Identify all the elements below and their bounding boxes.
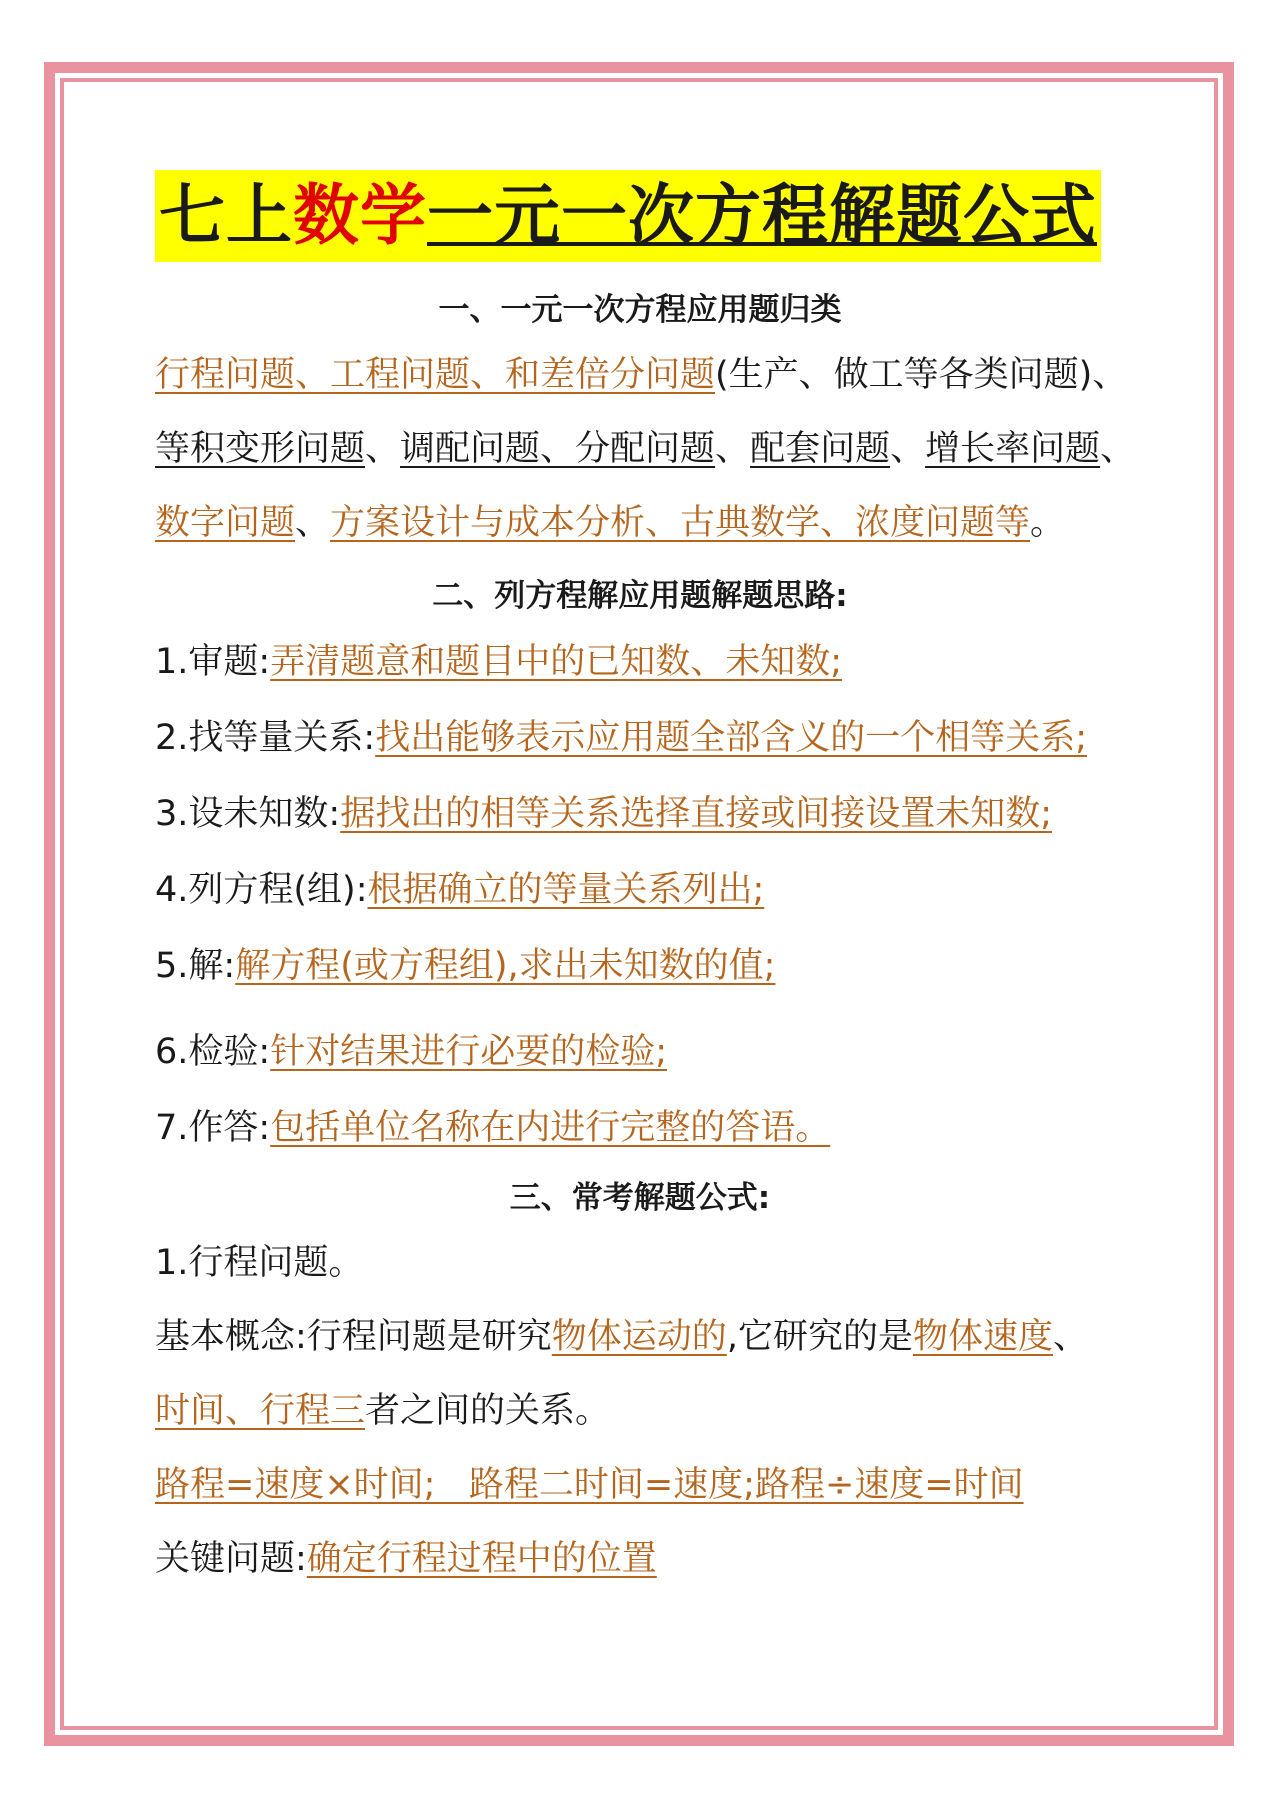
formula-line: [155, 1448, 1155, 1522]
step-text: 据找出的相等关系选择直接或间接设置未知数;: [340, 794, 1052, 834]
key-text: 确定行程过程中的位置: [306, 1539, 657, 1579]
step-7: [155, 1090, 1155, 1166]
step-text: 找出能够表示应用题全部含义的一个相等关系;: [375, 718, 1087, 758]
concept-text: ,它研究的是: [726, 1317, 913, 1357]
step-label: 4.列方程(组):: [155, 870, 368, 910]
separator: 、: [295, 503, 331, 543]
category-text: 方案设计与成本分析、古典数学、浓度问题等: [330, 503, 1031, 543]
step-label: 3.设未知数:: [155, 794, 341, 834]
step-label: 2.找等量关系:: [155, 718, 376, 758]
separator: 。: [1030, 503, 1066, 543]
category-text: 增长率问题: [925, 429, 1101, 469]
step-text: 弄清题意和题目中的已知数、未知数;: [270, 642, 842, 682]
step-4: [155, 852, 1155, 928]
title-part-1: 七上: [159, 177, 293, 254]
step-5: [155, 928, 1155, 1004]
document-content: [155, 170, 1155, 1596]
separator: 、: [365, 429, 401, 469]
category-text: 数字问题: [155, 503, 296, 543]
step-text: 解方程(或方程组),求出未知数的值;: [235, 946, 776, 986]
key-question-line: [155, 1522, 1155, 1596]
step-label: 1.审题:: [155, 642, 271, 682]
step-6: [155, 1014, 1155, 1090]
step-label: 6.检验:: [155, 1032, 271, 1072]
concept-text: 、: [1052, 1317, 1088, 1357]
concept-text: 者之间的关系。: [365, 1391, 611, 1431]
category-text: 行程问题、工程问题、和差倍分问题: [155, 355, 716, 395]
step-label: 5.解:: [155, 946, 236, 986]
step-text: 包括单位名称在内进行完整的答语。: [270, 1108, 831, 1148]
category-text: 调配问题、分配问题: [400, 429, 716, 469]
category-text: 配套问题: [750, 429, 891, 469]
concept-highlight: 物体运动的: [551, 1317, 727, 1357]
key-label: 关键问题:: [155, 1539, 307, 1579]
formula-item-title: 1.行程问题。: [155, 1243, 364, 1283]
concept-line-1: [155, 1300, 1155, 1374]
concept-highlight: 物体速度: [912, 1317, 1053, 1357]
category-line-3: [155, 486, 1155, 560]
step-label: 7.作答:: [155, 1108, 271, 1148]
concept-highlight: 时间、行程三: [155, 1391, 366, 1431]
step-3: [155, 776, 1155, 852]
section-heading-2: 二、列方程解应用题解题思路:: [432, 578, 848, 614]
category-line-2: [155, 412, 1155, 486]
page-title: [155, 170, 1101, 262]
step-2: [155, 700, 1155, 776]
separator: 、: [715, 429, 751, 469]
section-heading-3: 三、常考解题公式:: [509, 1180, 771, 1216]
title-part-2: 数学: [293, 177, 427, 254]
category-text: (生产、做工等各类问题)、: [715, 355, 1128, 395]
step-1: [155, 624, 1155, 700]
section-heading-1: 一、一元一次方程应用题归类: [438, 292, 842, 328]
step-text: 根据确立的等量关系列出;: [367, 870, 765, 910]
concept-line-2: [155, 1374, 1155, 1448]
separator: 、: [890, 429, 926, 469]
formula-text: 路程=速度×时间; 路程二时间=速度;路程÷速度=时间: [155, 1465, 1024, 1505]
concept-text: 基本概念:行程问题是研究: [155, 1317, 552, 1357]
separator: 、: [1100, 429, 1136, 469]
title-part-3: 一元一次方程解题公式: [427, 177, 1097, 254]
step-text: 针对结果进行必要的检验;: [270, 1032, 667, 1072]
category-line-1: [155, 338, 1155, 412]
category-text: 等积变形问题: [155, 429, 366, 469]
